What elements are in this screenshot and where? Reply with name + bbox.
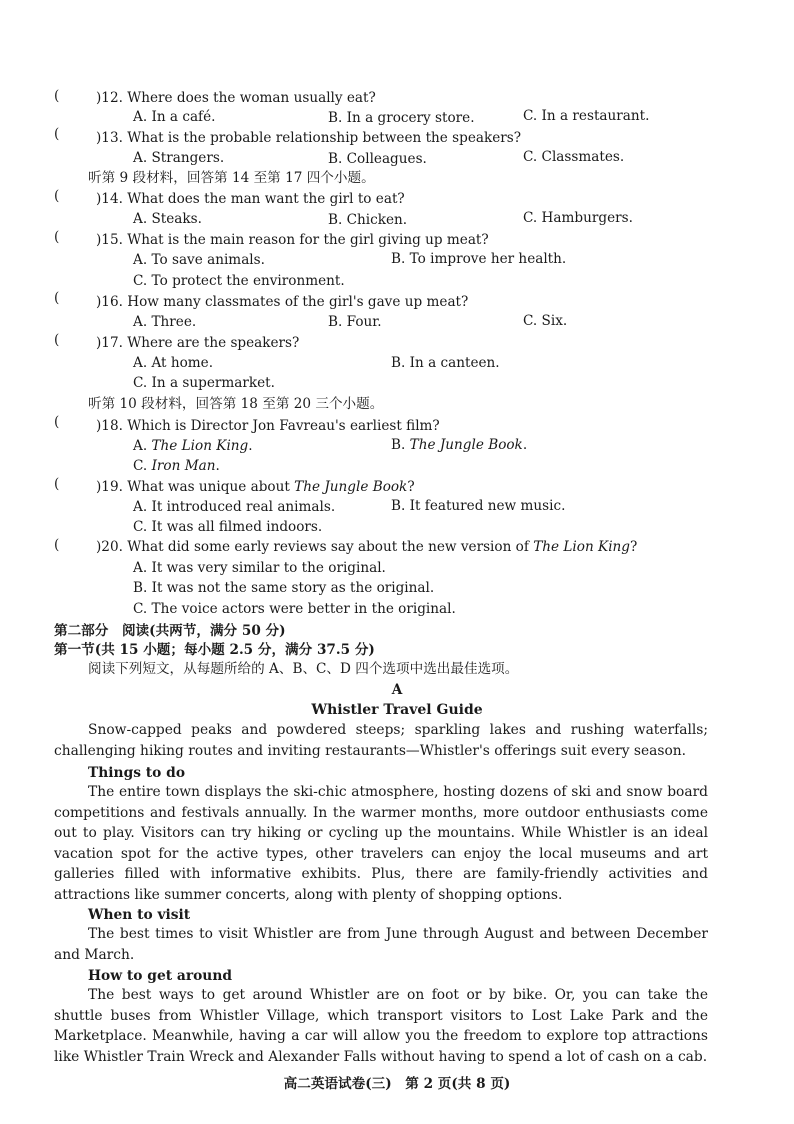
option-c: C. The voice actors were better in the original.	[133, 601, 456, 617]
option-a: A. It introduced real animals.	[133, 499, 336, 515]
passage-paragraph: The best times to visit Whistler are from June through August and between December and March.	[54, 926, 708, 963]
answer-bracket[interactable]: (	[54, 476, 60, 492]
answer-bracket[interactable]: (	[54, 229, 60, 245]
option-c: C. Six.	[523, 313, 568, 329]
section-heading-when-to-visit: When to visit	[88, 907, 191, 923]
passage-letter: A	[391, 682, 403, 698]
option-a: A. Strangers.	[133, 150, 225, 166]
question-15: )15. What is the main reason for the girl giving up meat?	[96, 232, 489, 248]
question-12: )12. Where does the woman usually eat?	[96, 90, 376, 106]
option-c: C. In a supermarket.	[133, 375, 275, 391]
answer-bracket[interactable]: (	[54, 537, 60, 553]
question-13: )13. What is the probable relationship between the speakers?	[96, 130, 522, 146]
answer-bracket[interactable]: (	[54, 188, 60, 204]
answer-bracket[interactable]: (	[54, 290, 60, 306]
option-c: C. Hamburgers.	[523, 210, 633, 226]
option-a: A. At home.	[133, 355, 214, 371]
section-heading-how-to-get-around: How to get around	[88, 968, 233, 984]
question-17: )17. Where are the speakers?	[96, 335, 300, 351]
option-b: B. Colleagues.	[328, 151, 427, 167]
answer-bracket[interactable]: (	[54, 414, 60, 430]
option-b: B. In a grocery store.	[328, 110, 475, 126]
option-a: A. Three.	[133, 314, 197, 330]
listening-instruction: 听第 9 段材料，回答第 14 至第 17 四个小题。	[88, 170, 375, 186]
question-19: )19. What was unique about The Jungle Book?	[96, 479, 415, 495]
option-a: A. In a café.	[133, 109, 216, 125]
option-b: B. The Jungle Book.	[391, 437, 528, 453]
reading-instruction: 阅读下列短文，从每题所给的 A、B、C、D 四个选项中选出最佳选项。	[88, 661, 519, 677]
listening-instruction: 听第 10 段材料，回答第 18 至第 20 三个小题。	[88, 396, 384, 412]
option-c: C. To protect the environment.	[133, 273, 345, 289]
option-a: A. Steaks.	[133, 211, 202, 227]
passage-title: Whistler Travel Guide	[311, 702, 483, 718]
answer-bracket[interactable]: (	[54, 126, 60, 142]
option-c: C. In a restaurant.	[523, 108, 650, 124]
option-a: A. To save animals.	[133, 252, 265, 268]
section-heading-things-to-do: Things to do	[88, 765, 186, 781]
part-two-title: 第二部分 阅读(共两节，满分 50 分)	[54, 623, 286, 639]
option-c: C. Iron Man.	[133, 458, 220, 474]
answer-bracket[interactable]: (	[54, 332, 60, 348]
page-footer: 高二英语试卷(三) 第 2 页(共 8 页)	[283, 1076, 511, 1092]
option-c: C. It was all filmed indoors.	[133, 519, 323, 535]
question-20: )20. What did some early reviews say about the new version of The Lion King?	[96, 539, 638, 555]
option-b: B. Four.	[328, 314, 382, 330]
option-b: B. It featured new music.	[391, 498, 566, 514]
question-18: )18. Which is Director Jon Favreau's earliest film?	[96, 418, 440, 434]
option-b: B. To improve her health.	[391, 251, 567, 267]
section-one-title: 第一节(共 15 小题；每小题 2.5 分，满分 37.5 分)	[54, 642, 375, 658]
passage-paragraph: The entire town displays the ski-chic atmosphere, hosting dozens of ski and snow board competitions and festivals annually. In the warmer months, more outdoor enthusiasts come out to play. Visitors can try hiking or cycling up the mountains. While Whistler is an ideal vacation spot for the active types, other travelers can enjoy the local museums and art galleries filled with informative exhibits. Plus, there are family-friendly activities and attractions like summer concerts, along with plenty of shopping options.	[54, 784, 708, 903]
option-b: B. In a canteen.	[391, 355, 500, 371]
option-c: C. Classmates.	[523, 149, 625, 165]
answer-bracket[interactable]: (	[54, 88, 60, 104]
option-b: B. It was not the same story as the original.	[133, 580, 435, 596]
option-a: A. The Lion King.	[133, 438, 253, 454]
option-b: B. Chicken.	[328, 212, 408, 228]
passage-paragraph: The best ways to get around Whistler are on foot or by bike. Or, you can take the shuttle buses from Whistler Village, which transport visitors to Lost Lake Park and the Marketplace. Meanwhile, having a car will allow you the freedom to explore top attractions like Whistler Train Wreck and Alexander Falls without having to spend a lot of cash on a cab.	[54, 987, 708, 1065]
question-16: )16. How many classmates of the girl's gave up meat?	[96, 294, 469, 310]
question-14: )14. What does the man want the girl to eat?	[96, 191, 405, 207]
option-a: A. It was very similar to the original.	[133, 560, 386, 576]
passage-intro: Snow-capped peaks and powdered steeps; sparkling lakes and rushing waterfalls; challenging hiking routes and inviting restaurants—Whistler's offerings suit every season.	[54, 722, 708, 759]
